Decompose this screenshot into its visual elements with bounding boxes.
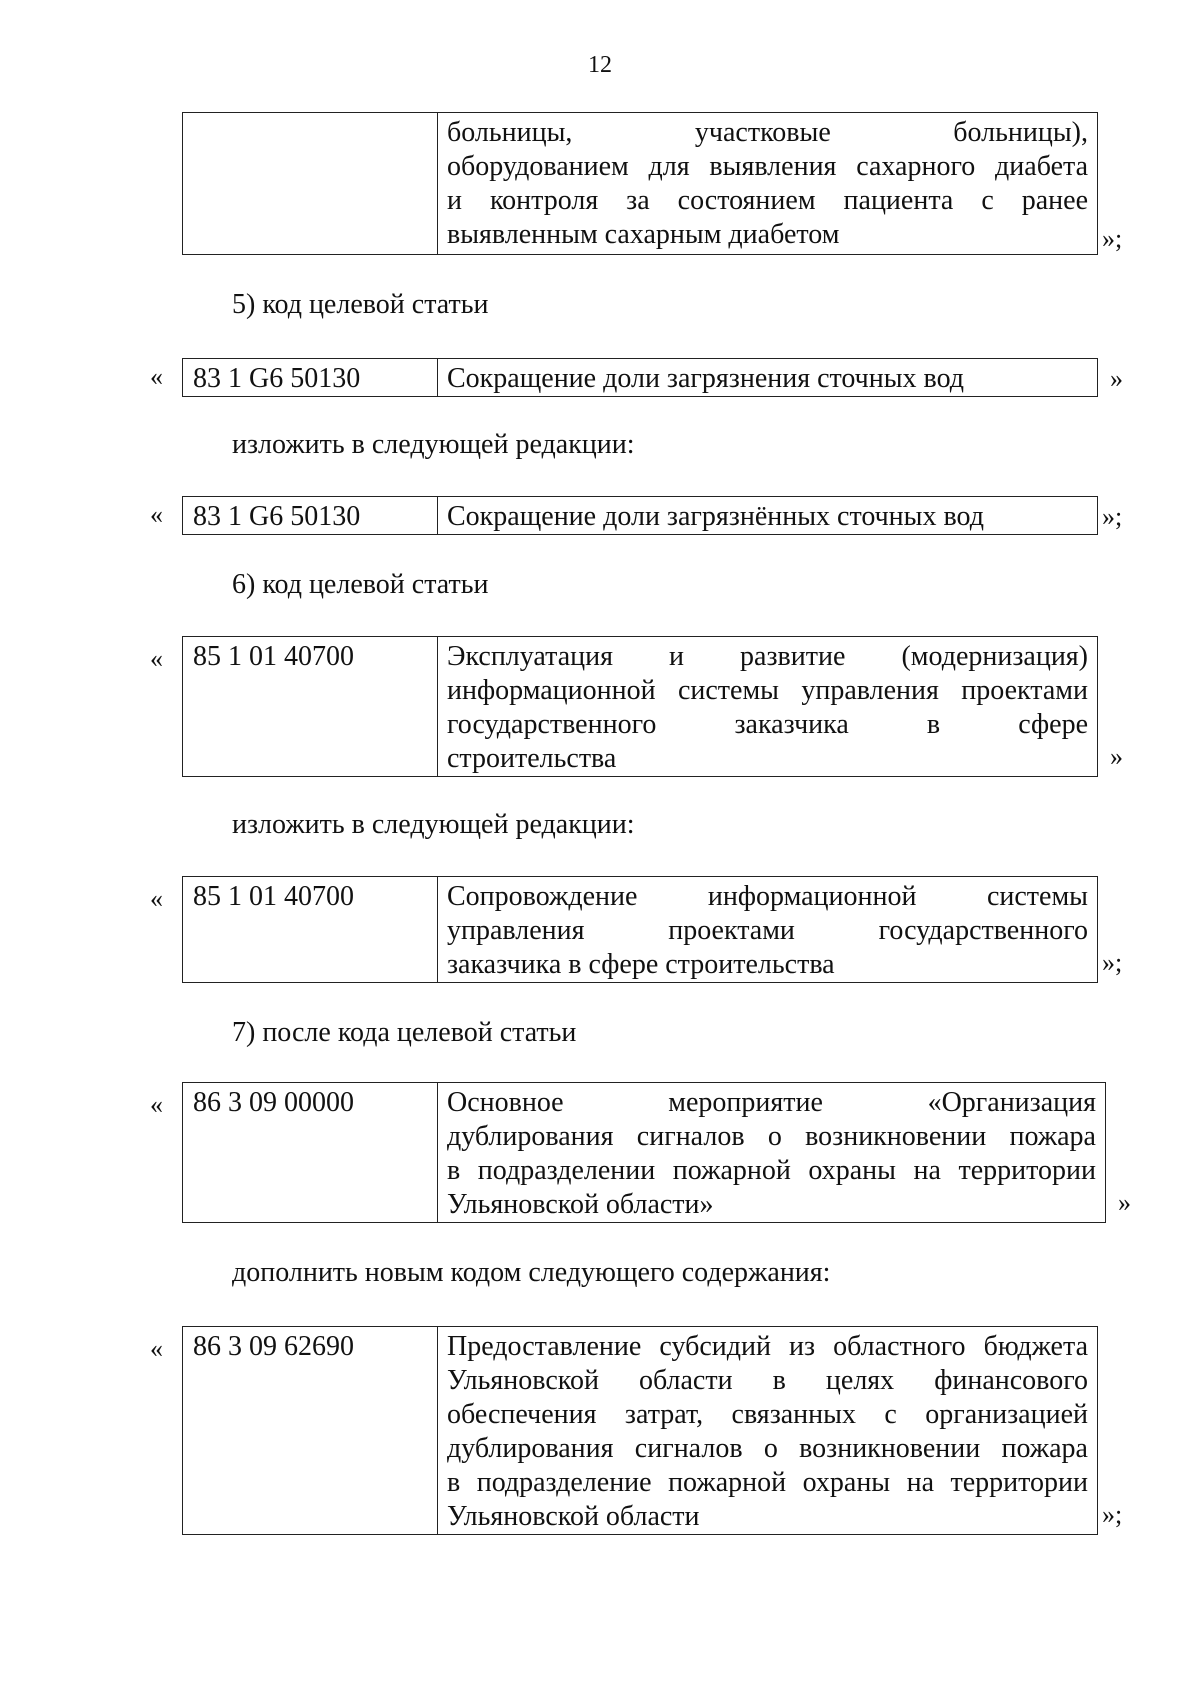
code-table (182, 1326, 1098, 1535)
description-line: управления проектами государственного (447, 915, 1088, 946)
description-line: информационной системы управления проектами (447, 675, 1088, 706)
opening-quote: « (150, 1090, 163, 1119)
description-line: в подразделении пожарной охраны на территории (447, 1155, 1096, 1186)
description-line: в подразделение пожарной охраны на территории (447, 1467, 1088, 1498)
code-table (182, 1082, 1106, 1223)
description-line: выявленным сахарным диабетом (447, 219, 840, 250)
description-cell (438, 497, 1098, 535)
description-cell (438, 1083, 1106, 1223)
description-line: Основное мероприятие «Организация (447, 1087, 1096, 1118)
code-cell (183, 113, 438, 255)
description-line: больницы, участковые больницы), (447, 117, 1088, 148)
closing-quote: » (1118, 1188, 1131, 1217)
closing-quote: »; (1102, 224, 1123, 253)
description-line: Ульяновской области (447, 1501, 700, 1532)
code-table (182, 876, 1098, 983)
code-cell: 86 3 09 00000 (183, 1083, 438, 1223)
description-line: и контроля за состоянием пациента с ранее (447, 185, 1088, 216)
code-cell: 83 1 G6 50130 (183, 497, 438, 535)
closing-quote: » (1110, 364, 1123, 393)
description-cell (438, 637, 1098, 777)
description-line: Сокращение доли загрязнения сточных вод (447, 363, 965, 394)
description-cell (438, 1327, 1098, 1535)
description-line: Сокращение доли загрязнённых сточных вод (447, 501, 984, 532)
code-table (182, 112, 1098, 255)
opening-quote: « (150, 644, 163, 673)
description-line: Эксплуатация и развитие (модернизация) (447, 641, 1088, 672)
description-line: Предоставление субсидий из областного бюджета (447, 1331, 1088, 1362)
code-cell: 85 1 01 40700 (183, 877, 438, 983)
code-table (182, 636, 1098, 777)
description-line: дублирования сигналов о возникновении пожара (447, 1433, 1088, 1464)
closing-quote: » (1110, 742, 1123, 771)
opening-quote: « (150, 1334, 163, 1363)
description-line: заказчика в сфере строительства (447, 949, 835, 980)
paragraph-item-5: 5) код целевой статьи (232, 289, 489, 320)
code-table (182, 496, 1098, 535)
paragraph-edit-2: изложить в следующей редакции: (232, 809, 635, 840)
page-number: 12 (588, 52, 612, 78)
paragraph-edit-1: изложить в следующей редакции: (232, 429, 635, 460)
closing-quote: »; (1102, 1500, 1123, 1529)
description-line: Сопровождение информационной системы (447, 881, 1088, 912)
paragraph-item-7: 7) после кода целевой статьи (232, 1017, 577, 1048)
description-line: строительства (447, 743, 617, 774)
opening-quote: « (150, 884, 163, 913)
opening-quote: « (150, 500, 163, 529)
closing-quote: »; (1102, 502, 1123, 531)
opening-quote: « (150, 362, 163, 391)
paragraph-add-code: дополнить новым кодом следующего содержания: (232, 1257, 831, 1288)
description-line: Ульяновской области в целях финансового (447, 1365, 1088, 1396)
closing-quote: »; (1102, 948, 1123, 977)
code-cell: 86 3 09 62690 (183, 1327, 438, 1535)
paragraph-item-6: 6) код целевой статьи (232, 569, 489, 600)
description-line: дублирования сигналов о возникновении пожара (447, 1121, 1096, 1152)
description-line: оборудованием для выявления сахарного диабета (447, 151, 1088, 182)
code-table (182, 358, 1098, 397)
description-cell (438, 359, 1098, 397)
description-line: Ульяновской области» (447, 1189, 714, 1220)
description-cell (438, 113, 1098, 255)
code-cell: 85 1 01 40700 (183, 637, 438, 777)
description-cell (438, 877, 1098, 983)
code-cell: 83 1 G6 50130 (183, 359, 438, 397)
description-line: обеспечения затрат, связанных с организацией (447, 1399, 1088, 1430)
description-line: государственного заказчика в сфере (447, 709, 1088, 740)
